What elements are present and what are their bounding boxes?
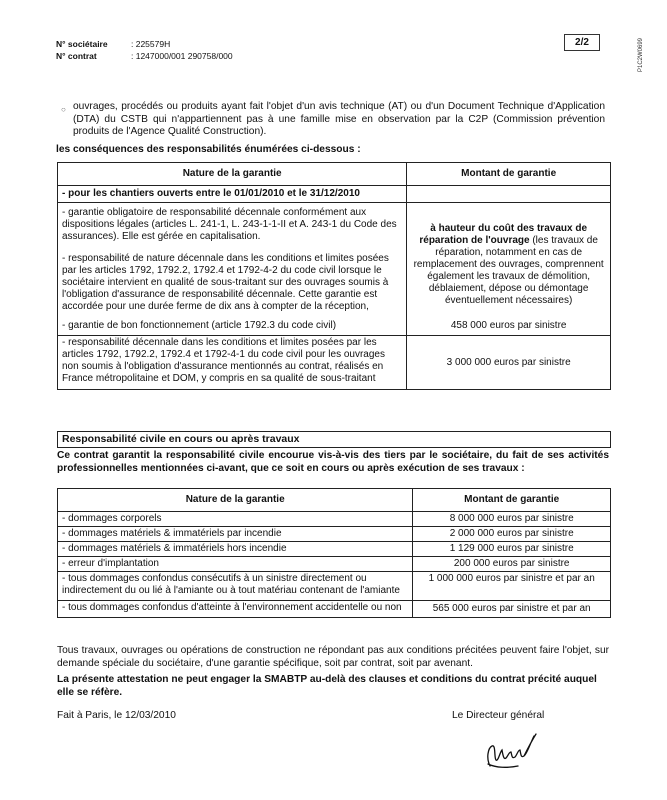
table-row — [58, 527, 611, 542]
table1-amount-a-bold: à hauteur du coût des travaux de réparation de l'ouvrage — [419, 223, 588, 246]
table2-nature-cell: - dommages matériels & immatériels par incendie — [58, 527, 413, 542]
table2-amount-cell: 1 000 000 euros par sinistre et par an — [413, 572, 611, 601]
place-date: Fait à Paris, le 12/03/2010 — [57, 710, 176, 721]
handwritten-signature — [478, 728, 558, 778]
societaire-value: : 225579H — [131, 39, 171, 49]
table2-amount-cell: 2 000 000 euros par sinistre — [413, 527, 611, 542]
table2-header-nature: Nature de la garantie — [58, 489, 413, 512]
table2-header-amount: Montant de garantie — [413, 489, 611, 512]
societaire-line — [56, 39, 356, 51]
footer-disclaimer: La présente attestation ne peut engager la SMABTP au-delà des clauses et conditions du contrat précité auquel elle se réfère. — [57, 674, 597, 698]
contrat-line — [56, 51, 356, 63]
table-row — [58, 512, 611, 527]
guarantee-table-2 — [57, 488, 611, 618]
bullet-icon: ○ — [61, 105, 66, 114]
table1-amount-c: 3 000 000 euros par sinistre — [407, 336, 611, 390]
section2-intro: Ce contrat garantit la responsabilité civile encourue vis-à-vis des tiers par le sociétaire, du fait de ses activités professionnelles mentionnées ci-avant, que ce soit en cours ou après exécution de ses travaux : — [57, 450, 609, 474]
page-number: 2/2 — [564, 34, 600, 51]
side-code: P1C2W0699 — [638, 37, 644, 72]
table2-amount-cell: 200 000 euros par sinistre — [413, 557, 611, 572]
footer-paragraph: Tous travaux, ouvrages ou opérations de construction ne répondant pas aux conditions précitées peuvent faire l'objet, sur demande spéciale du sociétaire, d'une garantie spécifique, soit par contrat, soit par avenant. — [57, 645, 609, 669]
table2-nature-cell: - erreur d'implantation — [58, 557, 413, 572]
table1-block-b: - garantie de bon fonctionnement (article 1792.3 du code civil) — [58, 314, 407, 336]
section-title-civil-liability: Responsabilité civile en cours ou après travaux — [57, 431, 611, 448]
guarantee-table-1 — [57, 162, 611, 390]
table1-amount-a-rest: (les travaux de réparation, notamment en cas de remplacement des ouvrages, comprennent également les travaux de démolition, déblaiement, dépose ou démontage éventuellement nécessaires) — [413, 235, 604, 306]
contrat-value: : 1247000/001 290758/000 — [131, 51, 233, 61]
table-row — [58, 601, 611, 618]
table1-header-nature: Nature de la garantie — [58, 163, 407, 186]
table1-block-a-item: - responsabilité de nature décennale dans les conditions et limites posées par les articles 1792, 1792.2, 1792.4 et 1792-4-2 du code civil lorsque le sociétaire intervient en qualité de sous-traitant sur des ouvrages soumis à l'obligation d'assurance de responsabilité décennale. Cette garantie est accordée pour une durée ferme de dix ans à compter de la réception, — [62, 253, 389, 312]
table1-header-amount: Montant de garantie — [407, 163, 611, 186]
table1-period-empty — [407, 186, 611, 203]
intro-paragraph: ouvrages, procédés ou produits ayant fait l'objet d'un avis technique (AT) ou d'un Document Technique d'Application (DTA) du CSTB qui n'appartiennent pas à une famille mise en observation par la C2P (Commission prévention produits de l'Agence Qualité Construction). — [73, 101, 605, 137]
table1-block-c: - responsabilité décennale dans les conditions et limites posées par les articles 1792, 1792.2, 1792.4 et 1792-4-1 du code civil pour les ouvrages non soumis à l'obligation d'assurance mentionnés au contrat, réalisés en France métropolitaine et DOM, y compris en sa qualité de sous-traitant — [58, 336, 407, 390]
table1-amount-b: 458 000 euros par sinistre — [407, 314, 611, 336]
table2-nature-cell: - tous dommages confondus d'atteinte à l'environnement accidentelle ou non — [58, 601, 413, 618]
signatory-title: Le Directeur général — [452, 710, 545, 721]
table1-period: - pour les chantiers ouverts entre le 01/01/2010 et le 31/12/2010 — [58, 186, 407, 203]
table-row — [58, 572, 611, 601]
societaire-label: N° sociétaire — [56, 39, 108, 49]
table2-nature-cell: - dommages corporels — [58, 512, 413, 527]
table2-amount-cell: 8 000 000 euros par sinistre — [413, 512, 611, 527]
table-row — [58, 542, 611, 557]
table2-amount-cell: 565 000 euros par sinistre et par an — [413, 601, 611, 618]
table2-nature-cell: - dommages matériels & immatériels hors incendie — [58, 542, 413, 557]
table2-amount-cell: 1 129 000 euros par sinistre — [413, 542, 611, 557]
table1-block-a — [58, 203, 407, 315]
table1-block-a-item: - garantie obligatoire de responsabilité décennale conformément aux dispositions légales (articles L. 241-1, L. 243-1-1-II et A. 243-1 du Code des assurances). Elle est gérée en capitalisation. — [62, 207, 397, 242]
table2-nature-cell: - tous dommages confondus consécutifs à un sinistre directement ou indirectement du ou lié à l'amiante ou à tout matériau contenant de l'amiante — [58, 572, 413, 601]
table-row — [58, 557, 611, 572]
table1-amount-a — [407, 203, 611, 315]
contrat-label: N° contrat — [56, 51, 97, 61]
consequences-heading: les conséquences des responsabilités énumérées ci-dessous : — [56, 144, 361, 155]
